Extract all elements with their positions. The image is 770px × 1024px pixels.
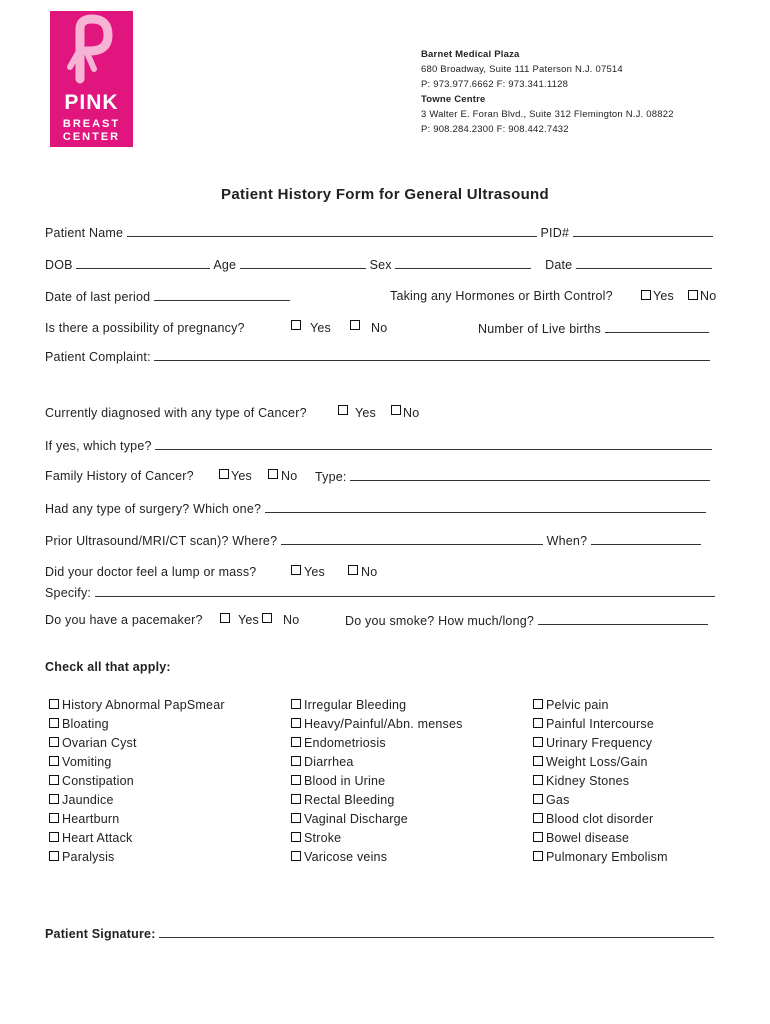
which-type-label: If yes, which type?	[45, 439, 152, 453]
condition-checkbox[interactable]	[49, 699, 59, 709]
condition-checkbox[interactable]	[49, 851, 59, 861]
condition-checkbox[interactable]	[533, 794, 543, 804]
hormones-no-checkbox[interactable]	[688, 290, 698, 300]
complaint-label: Patient Complaint:	[45, 350, 151, 364]
condition-label: Blood clot disorder	[546, 812, 654, 826]
last-period-field[interactable]	[154, 289, 290, 301]
condition-label: Painful Intercourse	[546, 717, 655, 731]
surgery-field[interactable]	[265, 501, 706, 513]
condition-label: Bloating	[62, 717, 109, 731]
family-no-checkbox[interactable]	[268, 469, 278, 479]
which-type-field[interactable]	[155, 438, 712, 450]
pacemaker-yes-label: Yes	[238, 613, 259, 627]
pregnancy-label: Is there a possibility of pregnancy?	[45, 321, 245, 335]
condition-label: Constipation	[62, 774, 134, 788]
specify-field[interactable]	[95, 585, 715, 597]
hormones-yes-checkbox[interactable]	[641, 290, 651, 300]
sex-label: Sex	[369, 258, 392, 272]
condition-checkbox[interactable]	[291, 794, 301, 804]
date-field[interactable]	[576, 257, 712, 269]
address-block	[421, 47, 674, 137]
logo-text: PINK	[64, 91, 119, 114]
condition-label: Rectal Bleeding	[304, 793, 395, 807]
pink-breast-center-logo	[50, 11, 133, 147]
condition-checkbox[interactable]	[533, 851, 543, 861]
condition-checkbox[interactable]	[533, 813, 543, 823]
signature-field[interactable]	[159, 926, 714, 938]
condition-label: Ovarian Cyst	[62, 736, 137, 750]
date-label: Date	[545, 258, 573, 272]
family-type-field[interactable]	[350, 469, 710, 481]
condition-label: Bowel disease	[546, 831, 630, 845]
prior-imaging-row	[45, 533, 701, 548]
logo-sub-breast: BREAST	[62, 118, 121, 130]
hormones-yes-label: Yes	[653, 289, 674, 303]
live-births-label: Number of Live births	[478, 322, 601, 336]
condition-checkbox[interactable]	[533, 737, 543, 747]
family-yes-checkbox[interactable]	[219, 469, 229, 479]
signature-label: Patient Signature:	[45, 927, 156, 941]
condition-checkbox[interactable]	[49, 832, 59, 842]
surgery-row	[45, 501, 706, 516]
condition-checkbox[interactable]	[49, 775, 59, 785]
condition-label: Gas	[546, 793, 570, 807]
condition-label: History Abnormal PapSmear	[62, 698, 225, 712]
family-history-label: Family History of Cancer?	[45, 469, 194, 483]
dob-label: DOB	[45, 258, 73, 272]
when-field[interactable]	[591, 533, 701, 545]
lump-yes-checkbox[interactable]	[291, 565, 301, 575]
hormones-label: Taking any Hormones or Birth Control?	[390, 289, 613, 303]
pregnancy-no-checkbox[interactable]	[350, 320, 360, 330]
dob-row	[45, 257, 712, 272]
condition-label: Urinary Frequency	[546, 736, 653, 750]
when-label: When?	[546, 534, 588, 548]
lump-yes-label: Yes	[304, 565, 325, 579]
condition-checkbox[interactable]	[49, 794, 59, 804]
complaint-row	[45, 349, 710, 364]
live-births-row	[478, 321, 709, 336]
pacemaker-no-label: No	[283, 613, 300, 627]
pregnancy-yes-checkbox[interactable]	[291, 320, 301, 330]
cancer-label: Currently diagnosed with any type of Cancer?	[45, 406, 307, 420]
condition-label: Varicose veins	[304, 850, 388, 864]
specify-row	[45, 585, 715, 600]
patient-name-field[interactable]	[127, 225, 537, 237]
pregnancy-no-label: No	[371, 321, 388, 335]
condition-label: Heartburn	[62, 812, 120, 826]
cancer-no-checkbox[interactable]	[391, 405, 401, 415]
ribbon-p-icon	[50, 11, 133, 91]
lump-label: Did your doctor feel a lump or mass?	[45, 565, 257, 579]
condition-checkbox[interactable]	[533, 756, 543, 766]
cancer-no-label: No	[403, 406, 420, 420]
family-type-row	[315, 469, 710, 484]
condition-label: Blood in Urine	[304, 774, 386, 788]
condition-checkbox[interactable]	[49, 813, 59, 823]
age-label: Age	[213, 258, 237, 272]
condition-label: Jaundice	[62, 793, 114, 807]
patient-name-label: Patient Name	[45, 226, 124, 240]
pacemaker-yes-checkbox[interactable]	[220, 613, 230, 623]
lump-no-label: No	[361, 565, 378, 579]
form-title: Patient History Form for General Ultrasound	[221, 186, 549, 203]
prior-imaging-field[interactable]	[281, 533, 543, 545]
office1-address: 680 Broadway, Suite 111 Paterson N.J. 07514	[421, 64, 623, 75]
condition-checkbox[interactable]	[291, 851, 301, 861]
smoke-label: Do you smoke? How much/long?	[345, 614, 535, 628]
condition-label: Paralysis	[62, 850, 115, 864]
condition-label: Pulmonary Embolism	[546, 850, 668, 864]
condition-checkbox[interactable]	[49, 737, 59, 747]
check-all-heading: Check all that apply:	[45, 660, 171, 674]
condition-label: Vaginal Discharge	[304, 812, 408, 826]
condition-label: Kidney Stones	[546, 774, 630, 788]
patient-name-row	[45, 225, 713, 240]
condition-label: Diarrhea	[304, 755, 354, 769]
condition-checkbox[interactable]	[291, 737, 301, 747]
pacemaker-label: Do you have a pacemaker?	[45, 613, 203, 627]
condition-checkbox[interactable]	[291, 813, 301, 823]
condition-checkbox[interactable]	[49, 756, 59, 766]
condition-checkbox[interactable]	[533, 718, 543, 728]
condition-checkbox[interactable]	[533, 832, 543, 842]
condition-label: Vomiting	[62, 755, 112, 769]
office1-name: Barnet Medical Plaza	[421, 49, 520, 60]
cancer-yes-checkbox[interactable]	[338, 405, 348, 415]
family-yes-label: Yes	[231, 469, 252, 483]
condition-label: Endometriosis	[304, 736, 386, 750]
condition-checkbox[interactable]	[291, 775, 301, 785]
logo-sub-center: CENTER	[62, 131, 121, 143]
pid-label: PID#	[540, 226, 570, 240]
specify-label: Specify:	[45, 586, 92, 600]
last-period-label: Date of last period	[45, 290, 151, 304]
condition-label: Heavy/Painful/Abn. menses	[304, 717, 463, 731]
office2-phone: P: 908.284.2300 F: 908.442.7432	[421, 124, 569, 135]
family-type-label: Type:	[315, 470, 347, 484]
condition-checkbox[interactable]	[291, 756, 301, 766]
lump-no-checkbox[interactable]	[348, 565, 358, 575]
pid-field[interactable]	[573, 225, 713, 237]
smoke-field[interactable]	[538, 613, 708, 625]
surgery-label: Had any type of surgery? Which one?	[45, 502, 262, 516]
age-field[interactable]	[240, 257, 366, 269]
pregnancy-yes-label: Yes	[310, 321, 331, 335]
which-type-row	[45, 438, 712, 453]
smoke-row	[345, 613, 708, 628]
condition-checkbox[interactable]	[291, 718, 301, 728]
cancer-yes-label: Yes	[355, 406, 376, 420]
condition-checkbox[interactable]	[49, 718, 59, 728]
condition-checkbox[interactable]	[291, 699, 301, 709]
live-births-field[interactable]	[605, 321, 709, 333]
dob-field[interactable]	[76, 257, 210, 269]
last-period-row	[45, 289, 290, 304]
condition-label: Stroke	[304, 831, 342, 845]
condition-label: Irregular Bleeding	[304, 698, 407, 712]
condition-checkbox[interactable]	[533, 699, 543, 709]
hormones-no-label: No	[700, 289, 717, 303]
condition-checkbox[interactable]	[291, 832, 301, 842]
sex-field[interactable]	[395, 257, 531, 269]
office1-phone: P: 973.977.6662 F: 973.341.1128	[421, 79, 569, 90]
complaint-field[interactable]	[154, 349, 710, 361]
prior-imaging-label: Prior Ultrasound/MRI/CT scan)? Where?	[45, 534, 278, 548]
office2-name: Towne Centre	[421, 94, 486, 105]
condition-checkbox[interactable]	[533, 775, 543, 785]
condition-label: Heart Attack	[62, 831, 133, 845]
family-no-label: No	[281, 469, 298, 483]
pacemaker-no-checkbox[interactable]	[262, 613, 272, 623]
condition-label: Weight Loss/Gain	[546, 755, 648, 769]
condition-label: Pelvic pain	[546, 698, 609, 712]
signature-row	[45, 926, 714, 941]
office2-address: 3 Walter E. Foran Blvd., Suite 312 Flemington N.J. 08822	[421, 109, 674, 120]
